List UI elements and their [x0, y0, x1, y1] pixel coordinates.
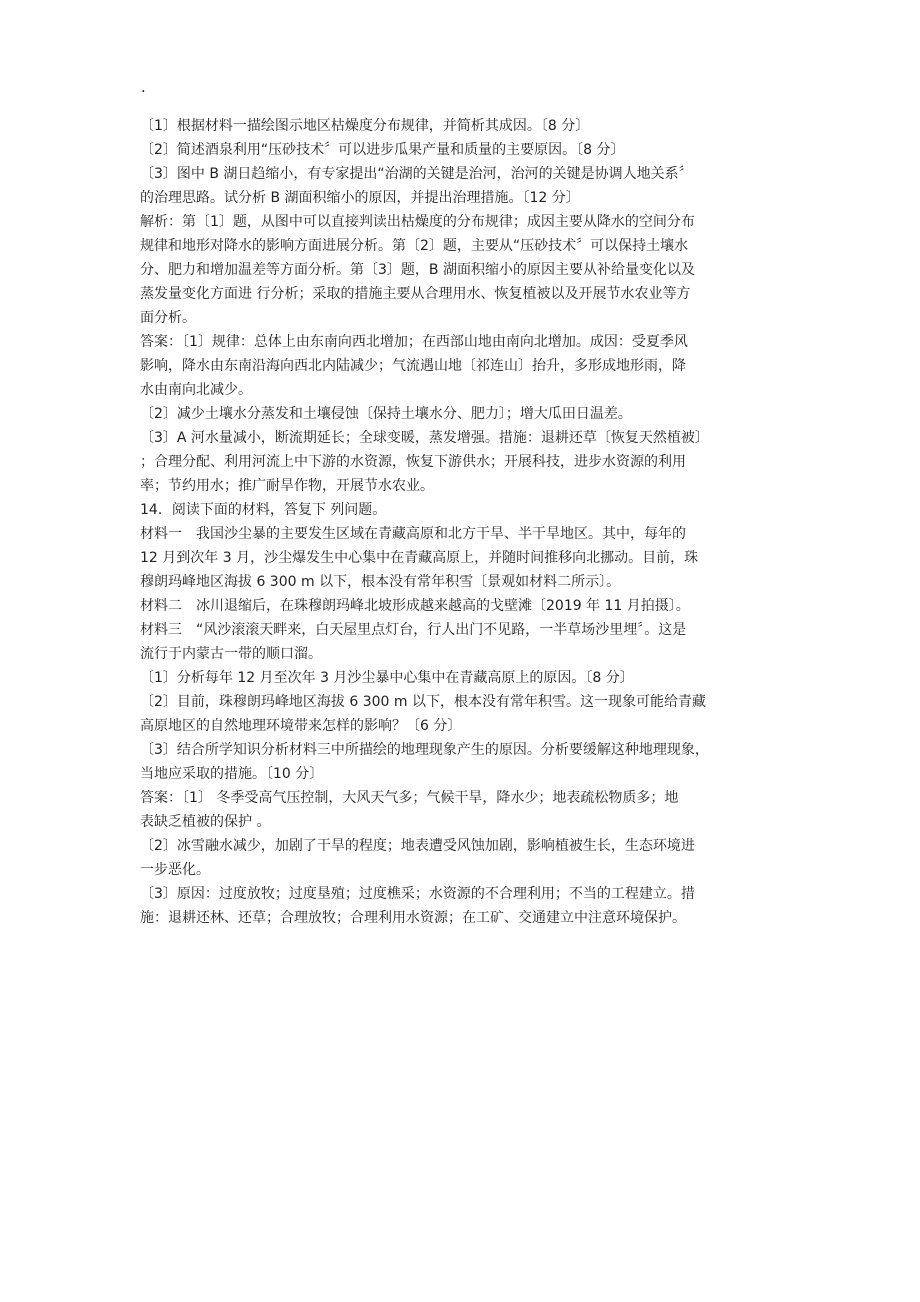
- document-body: [140, 114, 790, 930]
- text-line: 答案：〔1〕 冬季受高气压控制，大风天气多；气候干旱，降水少；地表疏松物质多；地: [140, 790, 679, 806]
- text-line: 面分析。: [140, 310, 196, 326]
- text-line: 〔2〕简述酒泉利用“压砂技术〞可以进步瓜果产量和质量的主要原因。〔8 分〕: [140, 142, 625, 158]
- text-line: 穆朗玛峰地区海拔 6 300 m 以下，根本没有常年积雪〔景观如材料二所示〕。: [140, 574, 621, 590]
- text-line: 蒸发量变化方面进 行分析；采取的措施主要从合理用水、恢复植被以及开展节水农业等方: [140, 286, 691, 302]
- text-line: 一步恶化。: [140, 862, 210, 878]
- text-line: 〔2〕冰雪融水减少，加剧了干旱的程度；地表遭受风蚀加剧，影响植被生长，生态环境进: [140, 838, 695, 854]
- text-line: 〔2〕减少土壤水分蒸发和土壤侵蚀〔保持土壤水分、肥力〕；增大瓜田日温差。: [140, 406, 632, 422]
- text-line: 的治理思路。试分析 B 湖面积缩小的原因，并提出治理措施。〔12 分〕: [140, 190, 580, 206]
- text-line: 材料三 “风沙滚滚天畔来，白天屋里点灯台，行人出门不见路，一半草场沙里埋〞。这是: [140, 622, 687, 638]
- text-line: 14．阅读下面的材料，答复下 列问题。: [140, 502, 387, 518]
- text-line: 流行于内蒙古一带的顺口溜。: [140, 646, 322, 662]
- text-line: 〔1〕根据材料一描绘图示地区枯燥度分布规律，并简析其成因。〔8 分〕: [140, 118, 590, 134]
- text-line: 〔3〕结合所学知识分析材料三中所描绘的地理现象产生的原因。分析要缓解这种地理现象，: [140, 742, 709, 758]
- text-line: 材料二 冰川退缩后，在珠穆朗玛峰北坡形成越来越高的戈壁滩〔2019 年 11 月拍摄〕。: [140, 598, 690, 614]
- text-line: 答案：〔1〕规律：总体上由东南向西北增加；在西部山地由南向北增加。成因：受夏季风: [140, 334, 688, 350]
- text-line: 12 月到次年 3 月，沙尘爆发生中心集中在青藏高原上，并随时间推移向北挪动。目前，珠: [140, 550, 699, 566]
- text-line: 〔2〕目前，珠穆朗玛峰地区海拔 6 300 m 以下，根本没有常年积雪。这一现象可能给青藏: [140, 694, 706, 710]
- text-line: ；合理分配、利用河流上中下游的水资源，恢复下游供水；开展科技，进步水资源的利用: [140, 454, 686, 470]
- text-line: 影响，降水由东南沿海向西北内陆减少；气流遇山地〔祁连山〕抬升，多形成地形雨，降: [140, 358, 686, 374]
- text-line: 〔3〕原因：过度放牧；过度垦殖；过度樵采；水资源的不合理利用；不当的工程建立。措: [140, 886, 695, 902]
- text-line: 解析：第〔1〕题，从图中可以直接判读出枯燥度的分布规律；成因主要从降水的空间分布: [140, 214, 695, 230]
- text-line: 〔3〕图中 B 湖日趋缩小，有专家提出“治湖的关键是治河，治河的关键是协调人地关系〞: [140, 166, 693, 182]
- text-line: 〔3〕A 河水量减小，断流期延长；全球变暖，蒸发增强。措施：退耕还草〔恢复天然植被〕: [140, 430, 709, 446]
- text-line: 材料一 我国沙尘暴的主要发生区域在青藏高原和北方干旱、半干旱地区。其中，每年的: [140, 526, 686, 542]
- text-line: 规律和地形对降水的影响方面进展分析。第〔2〕题，主要从“压砂技术〞可以保持土壤水: [140, 238, 689, 254]
- text-line: 分、肥力和增加温差等方面分析。第〔3〕题，B 湖面积缩小的原因主要从补给量变化以及: [140, 262, 695, 278]
- text-line: 率；节约用水；推广耐旱作物，开展节水农业。: [140, 478, 434, 494]
- text-line: 〔1〕分析每年 12 月至次年 3 月沙尘暴中心集中在青藏高原上的原因。〔8 分〕: [140, 670, 634, 686]
- text-line: 施：退耕还林、还草；合理放牧；合理利用水资源；在工矿、交通建立中注意环境保护。: [140, 910, 686, 926]
- page-marker: .: [141, 78, 146, 96]
- text-line: 表缺乏植被的保护 。: [140, 814, 271, 830]
- text-line: 当地应采取的措施。〔10 分〕: [140, 766, 324, 782]
- text-line: 水由南向北减少。: [140, 382, 252, 398]
- text-line: 高原地区的自然地理环境带来怎样的影响？〔6 分〕: [140, 718, 462, 734]
